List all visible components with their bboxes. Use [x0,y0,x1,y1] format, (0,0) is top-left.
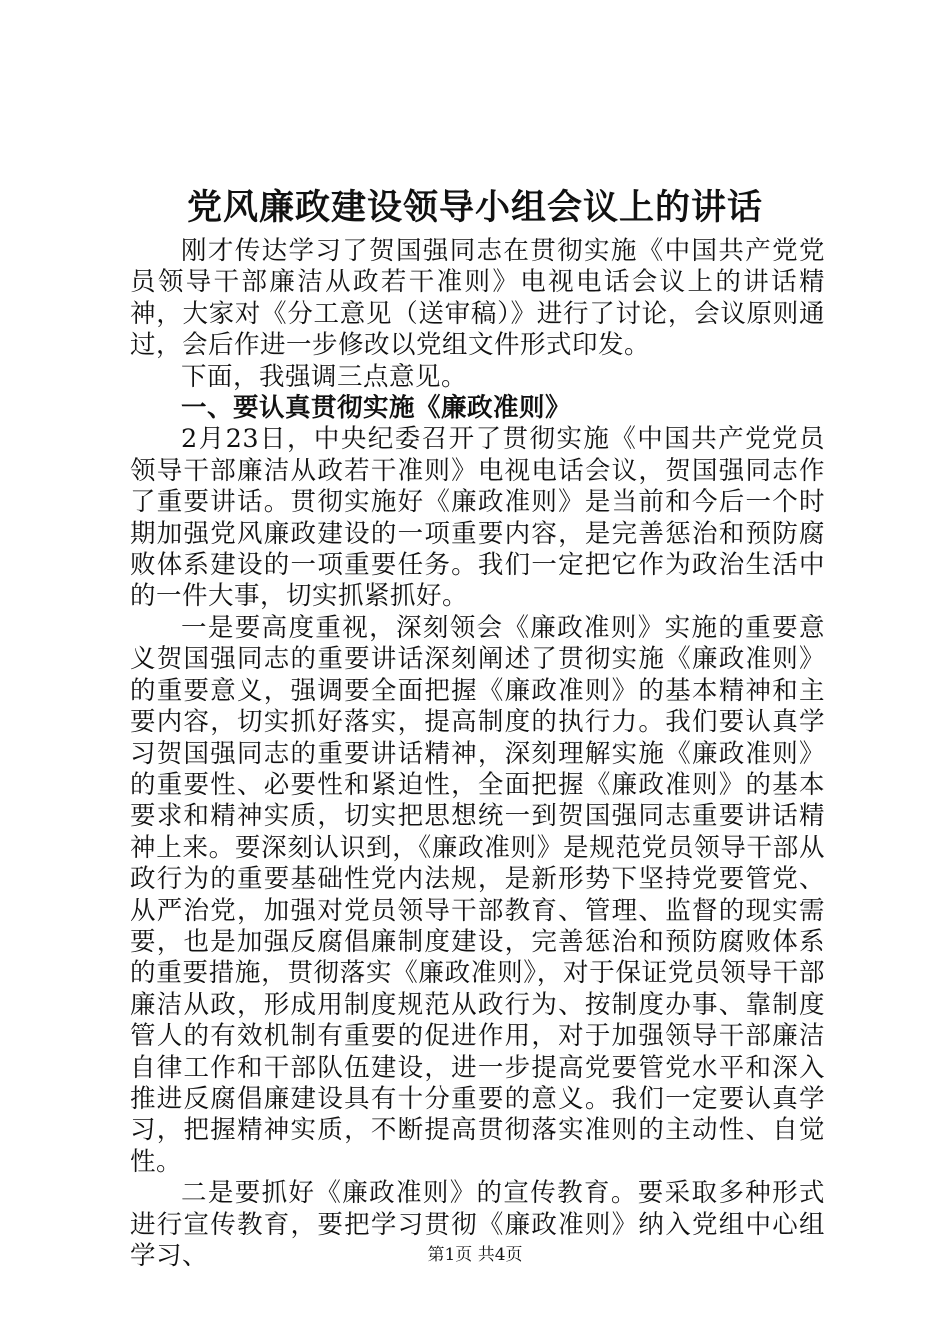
section-heading-1: 一、要认真贯彻实施《廉政准则》 [181,393,572,424]
document-body [130,236,825,1272]
paragraph-point-2: 二是要抓好《廉政准则》的宣传教育。要采取多种形式进行宣传教育，要把学习贯彻《廉政准则》纳入党组中心组学习、 [130,1178,825,1271]
page-footer: 第1页 共4页 [427,1245,523,1265]
paragraph-section-1: 2月23日，中央纪委召开了贯彻实施《中国共产党党员领导干部廉洁从政若干准则》电视电话会议，贺国强同志作了重要讲话。贯彻实施好《廉政准则》是当前和今后一个时期加强党风廉政建设的一项重要内容，是完善惩治和预防腐败体系建设的一项重要任务。我们一定把它作为政治生活中的一件大事，切实抓紧抓好。 [130,424,825,612]
paragraph-transition: 下面，我强调三点意见。 [181,361,468,392]
document-title: 党风廉政建设领导小组会议上的讲话 [186,187,763,228]
paragraph-intro: 刚才传达学习了贺国强同志在贯彻实施《中国共产党党员领导干部廉洁从政若干准则》电视电话会议上的讲话精神，大家对《分工意见（送审稿）》进行了讨论，会议原则通过，会后作进一步修改以党组文件形式印发。 [130,236,825,361]
paragraph-point-1: 一是要高度重视，深刻领会《廉政准则》实施的重要意义贺国强同志的重要讲话深刻阐述了贯彻实施《廉政准则》的重要意义，强调要全面把握《廉政准则》的基本精神和主要内容，切实抓好落实，提高制度的执行力。我们要认真学习贺国强同志的重要讲话精神，深刻理解实施《廉政准则》的重要性、必要性和紧迫性，全面把握《廉政准则》的基本要求和精神实质，切实把思想统一到贺国强同志重要讲话精神上来。要深刻认识到，《廉政准则》是规范党员领导干部从政行为的重要基础性党内法规，是新形势下坚持党要管党、从严治党，加强对党员领导干部教育、管理、监督的现实需要，也是加强反腐倡廉制度建设，完善惩治和预防腐败体系的重要措施，贯彻落实《廉政准则》，对于保证党员领导干部廉洁从政，形成用制度规范从政行为、按制度办事、靠制度管人的有效机制有重要的促进作用，对于加强领导干部廉洁自律工作和干部队伍建设，进一步提高党要管党水平和深入推进反腐倡廉建设具有十分重要的意义。我们一定要认真学习，把握精神实质，不断提高贯彻落实准则的主动性、自觉性。 [130,612,825,1177]
